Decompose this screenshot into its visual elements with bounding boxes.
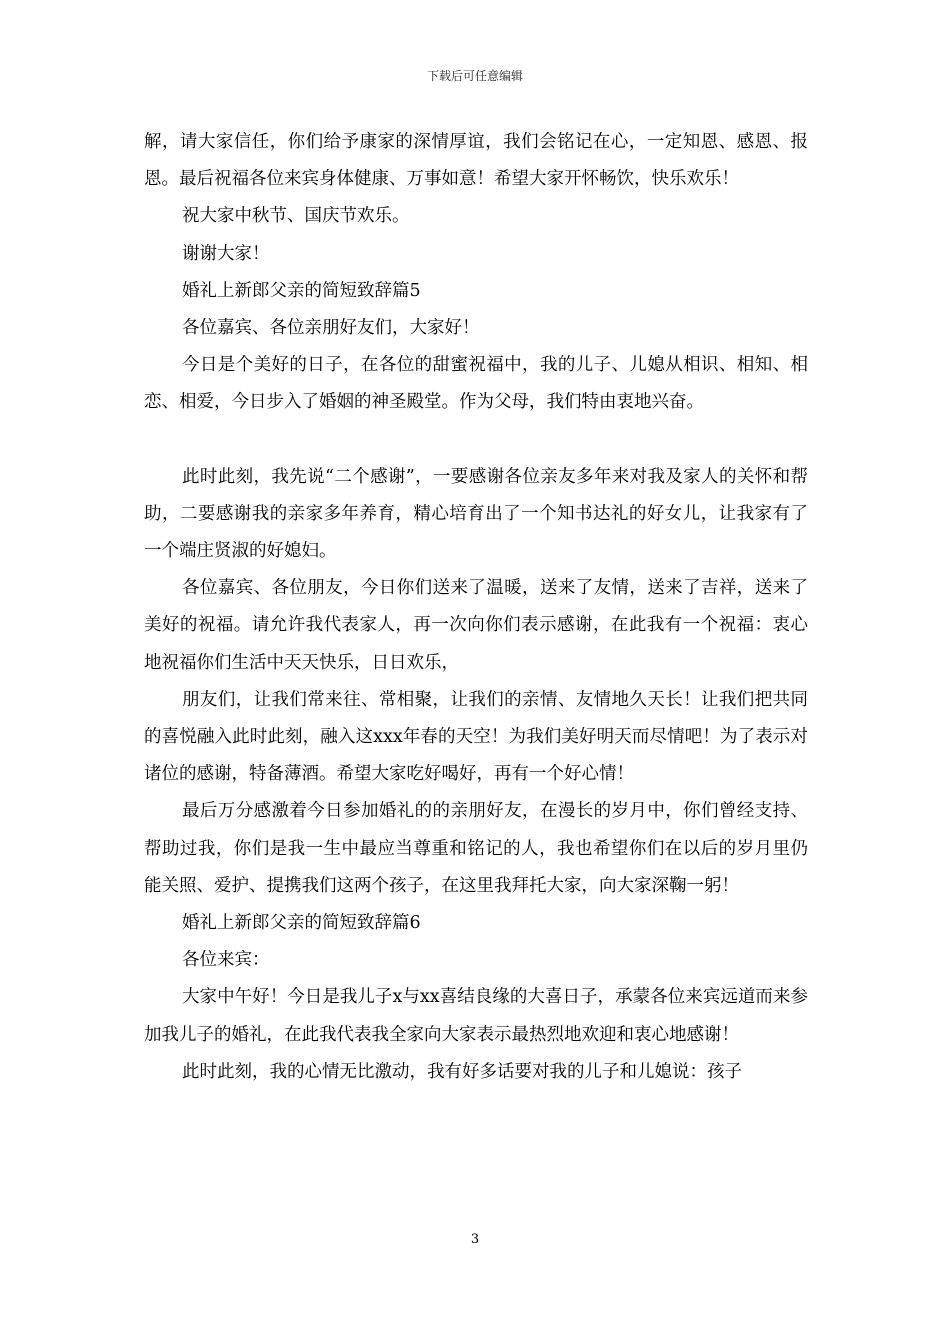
paragraph: 各位来宾： [182,950,270,971]
paragraph: 解，请大家信任，你们给予康家的深情厚谊，我们会铭记在心，一定知恩、感恩、报恩。最后祝福各位来宾身体健康、万事如意！希望大家开怀畅饮，快乐欢乐！ [144,132,808,190]
document-body [144,124,808,1091]
section-heading: 婚礼上新郎父亲的简短致辞篇5 [182,280,421,301]
paragraph: 今日是个美好的日子，在各位的甜蜜祝福中，我的儿子、儿媳从相识、相知、相恋、相爱，今日步入了婚姻的神圣殿堂。作为父母，我们特由衷地兴奋。 [144,355,808,413]
page-number: 3 [470,1232,480,1247]
paragraph: 此时此刻，我先说“二个感谢”，一要感谢各位亲友多年来对我及家人的关怀和帮助，二要感谢我的亲家多年养育，精心培育出了一个知书达礼的好女儿，让我家有了一个端庄贤淑的好媳妇。 [144,466,808,562]
paragraph: 此时此刻，我的心情无比激动，我有好多话要对我的儿子和儿媳说：孩子 [182,1061,742,1082]
paragraph: 各位嘉宾、各位朋友，今日你们送来了温暖，送来了友情，送来了吉祥，送来了美好的祝福。请允许我代表家人，再一次向你们表示感谢，在此我有一个祝福：衷心地祝福你们生活中天天快乐，日日欢乐， [144,578,808,673]
paragraph: 各位嘉宾、各位亲朋好友们，大家好！ [182,318,480,339]
page-header: 下载后可任意编辑 [426,69,523,83]
blank-line [144,422,808,459]
section-heading: 婚礼上新郎父亲的简短致辞篇6 [182,913,421,934]
paragraph: 大家中午好！今日是我儿子x与xx喜结良缘的大喜日子，承蒙各位来宾远道而来参加我儿子的婚礼，在此我代表我全家向大家表示最热烈地欢迎和衷心地感谢！ [144,987,808,1045]
paragraph: 最后万分感激着今日参加婚礼的的亲朋好友，在漫长的岁月中，你们曾经支持、帮助过我，你们是我一生中最应当尊重和铭记的人，我也希望你们在以后的岁月里仍能关照、爱护、提携我们这两个孩子，在这里我拜托大家，向大家深鞠一躬！ [144,801,808,896]
paragraph: 谢谢大家！ [182,243,270,264]
paragraph: 祝大家中秋节、国庆节欢乐。 [182,206,410,227]
paragraph: 朋友们，让我们常来往、常相聚，让我们的亲情、友情地久天长！让我们把共同的喜悦融入此时此刻，融入这xxx年春的天空！为我们美好明天而尽情吧！为了表示对诸位的感谢，特备薄酒。希望大家吃好喝好，再有一个好心情！ [144,689,808,785]
